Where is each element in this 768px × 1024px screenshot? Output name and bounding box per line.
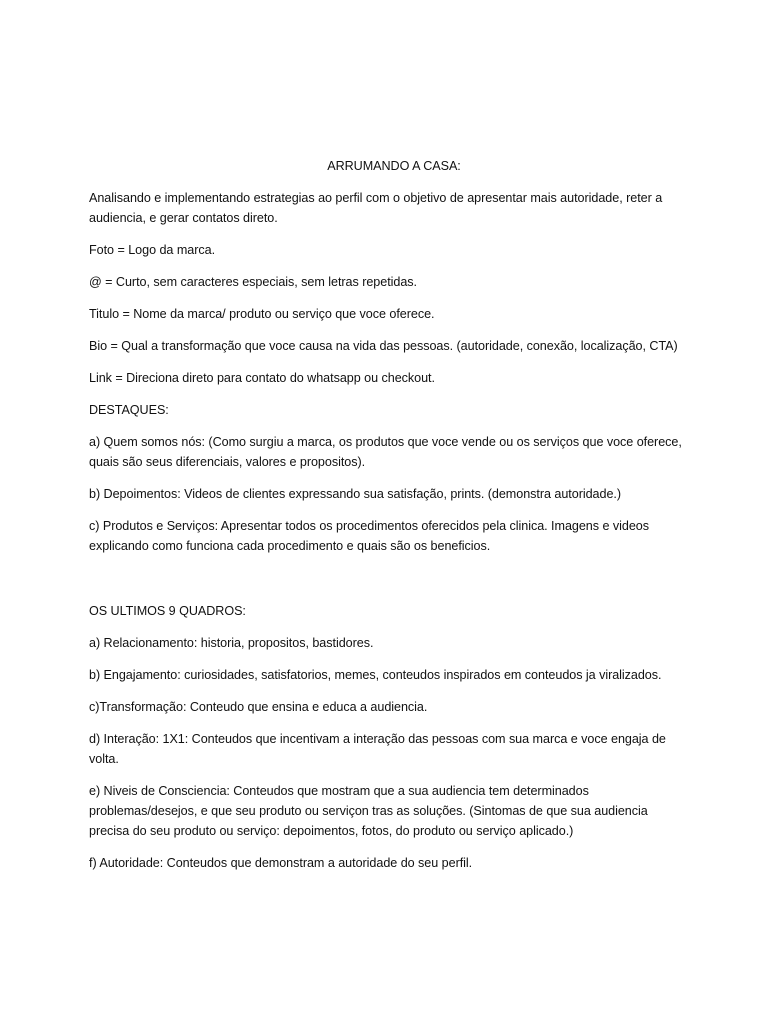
document-body: [89, 156, 689, 885]
profile-item-link: Link = Direciona direto para contato do whatsapp ou checkout.: [89, 371, 435, 385]
document-title: ARRUMANDO A CASA:: [327, 159, 461, 173]
profile-item-bio: Bio = Qual a transformação que voce causa na vida das pessoas. (autoridade, conexão, localização, CTA): [89, 339, 678, 353]
frame-item-engagement: b) Engajamento: curiosidades, satisfatorios, memes, conteudos inspirados em conteudos ja viralizados.: [89, 668, 662, 682]
highlight-item-about: a) Quem somos nós: (Como surgiu a marca, os produtos que voce vende ou os serviços que voce oferece, quais são seus diferenciais, valores e propositos).: [89, 435, 682, 469]
profile-item-title: Titulo = Nome da marca/ produto ou serviço que voce oferece.: [89, 307, 435, 321]
section-spacer: [89, 568, 689, 601]
profile-item-handle: @ = Curto, sem caracteres especiais, sem letras repetidas.: [89, 275, 418, 289]
profile-item-photo: Foto = Logo da marca.: [89, 243, 216, 257]
frame-item-relationship: a) Relacionamento: historia, propositos, bastidores.: [89, 636, 374, 650]
highlight-item-testimonials: b) Depoimentos: Videos de clientes expressando sua satisfação, prints. (demonstra autoridade.): [89, 487, 621, 501]
intro-paragraph: Analisando e implementando estrategias ao perfil com o objetivo de apresentar mais autoridade, reter a audiencia, e gerar contatos direto.: [89, 191, 663, 225]
frame-item-interaction: d) Interação: 1X1: Conteudos que incentivam a interação das pessoas com sua marca e voce engaja de volta.: [89, 732, 666, 766]
frame-item-authority: f) Autoridade: Conteudos que demonstram a autoridade do seu perfil.: [89, 856, 473, 870]
last-frames-heading: OS ULTIMOS 9 QUADROS:: [89, 604, 246, 618]
frame-item-awareness: e) Niveis de Consciencia: Conteudos que mostram que a sua audiencia tem determinados problemas/desejos, e que seu produto ou serviçon tras as soluções. (Sintomas de que sua audiencia precisa do seu produto ou serviço: depoimentos, fotos, do produto ou serviço aplicado.): [89, 784, 648, 838]
frame-item-transformation: c)Transformação: Conteudo que ensina e educa a audiencia.: [89, 700, 428, 714]
highlight-item-products: c) Produtos e Serviços: Apresentar todos os procedimentos oferecidos pela clinica. Imagens e videos explicando como funciona cada procedimento e quais são os beneficios.: [89, 519, 649, 553]
highlights-heading: DESTAQUES:: [89, 403, 169, 417]
